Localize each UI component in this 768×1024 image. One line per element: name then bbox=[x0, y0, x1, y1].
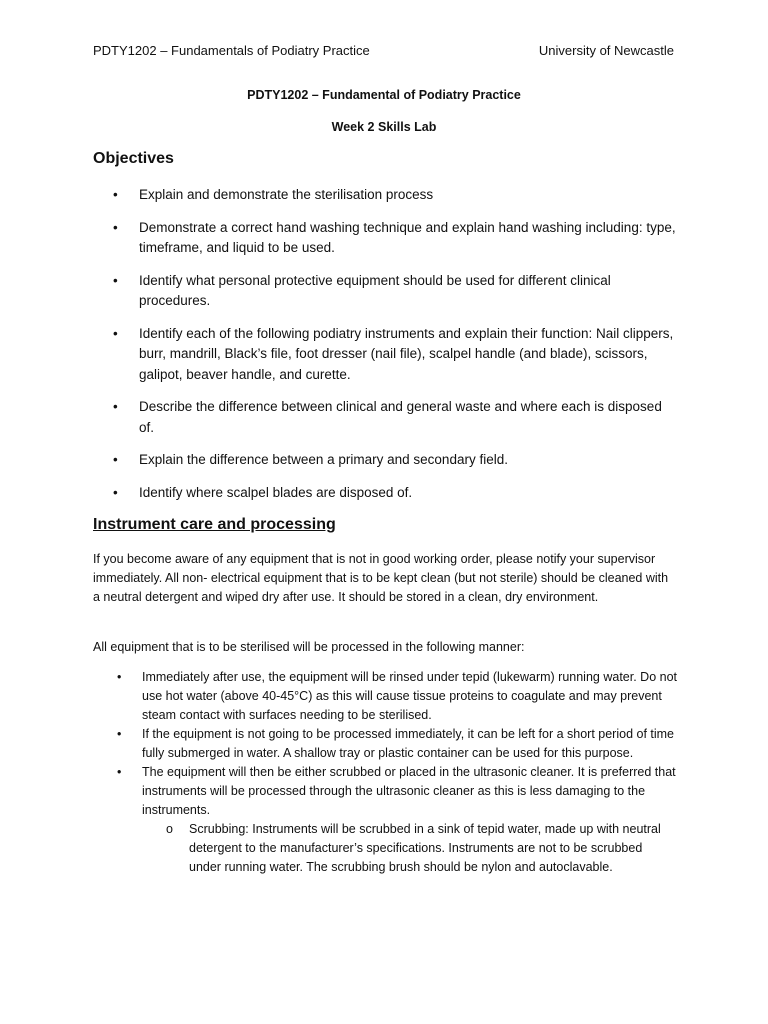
bullet-icon: • bbox=[113, 452, 118, 467]
header-university: University of Newcastle bbox=[538, 43, 674, 58]
list-item bbox=[93, 483, 677, 504]
list-item bbox=[93, 218, 677, 259]
objective-text: Identify where scalpel blades are disposed of. bbox=[139, 484, 413, 500]
document-title: PDTY1202 – Fundamental of Podiatry Practice bbox=[247, 88, 521, 102]
sub-step-text: Scrubbing: Instruments will be scrubbed in a sink of tepid water, made up with neutral detergent to the manufacturer’s specifications. Instruments are not to be scrubbed under running water. The scrubbing brush should be nylon and autoclavable. bbox=[189, 822, 661, 874]
bullet-icon: • bbox=[117, 765, 122, 779]
list-item bbox=[93, 185, 677, 206]
hollow-bullet-icon: o bbox=[166, 822, 173, 836]
bullet-icon: • bbox=[113, 272, 118, 288]
bullet-icon: • bbox=[113, 325, 118, 341]
list-item bbox=[142, 820, 677, 877]
list-item bbox=[93, 763, 677, 877]
equipment-paragraph: If you become aware of any equipment that is not in good working order, please notify your supervisor immediately. All non- electrical equipment that is to be kept clean (but not sterile) should be cleaned with a neutral detergent and wiped dry after use. It should be stored in a clean, dry environment. bbox=[93, 552, 669, 604]
objective-text: Identify each of the following podiatry instruments and explain their function: Nail clippers, burr, mandrill, Black’s file, foot dresser (nail file), scalpel handle (and blade), scissors, galipot, beaver handle, and curette. bbox=[139, 325, 674, 382]
list-item bbox=[93, 397, 677, 438]
objective-text: Describe the difference between clinical and general waste and where each is disposed of. bbox=[139, 399, 662, 435]
document-subtitle: Week 2 Skills Lab bbox=[331, 120, 437, 134]
objective-text: Demonstrate a correct hand washing technique and explain hand washing including: type, timeframe, and liquid to be used. bbox=[139, 219, 676, 255]
bullet-icon: • bbox=[113, 187, 118, 202]
header-course: PDTY1202 – Fundamentals of Podiatry Practice bbox=[93, 43, 370, 58]
list-item bbox=[93, 271, 677, 312]
sterilisation-intro: All equipment that is to be sterilised will be processed in the following manner: bbox=[93, 640, 525, 654]
objective-text: Identify what personal protective equipment should be used for different clinical procedures. bbox=[139, 272, 611, 308]
list-item bbox=[93, 450, 677, 471]
processing-steps-list bbox=[93, 668, 677, 877]
step-text: If the equipment is not going to be processed immediately, it can be left for a short period of time fully submerged in water. A shallow tray or plastic container can be used for this purpose. bbox=[142, 727, 675, 760]
sub-steps-list bbox=[142, 820, 677, 877]
page-header bbox=[93, 43, 674, 61]
step-text: The equipment will then be either scrubbed or placed in the ultrasonic cleaner. It is preferred that instruments will be processed through the ultrasonic cleaner as this is less damaging to the instruments. bbox=[142, 765, 676, 817]
bullet-icon: • bbox=[113, 399, 118, 414]
list-item bbox=[93, 668, 677, 725]
list-item bbox=[93, 324, 677, 386]
objectives-list bbox=[93, 185, 677, 515]
bullet-icon: • bbox=[117, 727, 122, 741]
bullet-icon: • bbox=[113, 484, 118, 500]
objective-text: Explain and demonstrate the sterilisation process bbox=[139, 187, 434, 202]
list-item bbox=[93, 725, 677, 763]
objectives-heading: Objectives bbox=[93, 150, 174, 167]
bullet-icon: • bbox=[117, 670, 122, 684]
bullet-icon: • bbox=[113, 219, 118, 235]
step-text: Immediately after use, the equipment will be rinsed under tepid (lukewarm) running water. Do not use hot water (above 40-45°C) as this will cause tissue proteins to coagulate and may prevent steam contact with surfaces needing to be sterilised. bbox=[142, 670, 677, 722]
objective-text: Explain the difference between a primary and secondary field. bbox=[139, 452, 508, 467]
instrument-care-heading: Instrument care and processing bbox=[93, 516, 336, 533]
